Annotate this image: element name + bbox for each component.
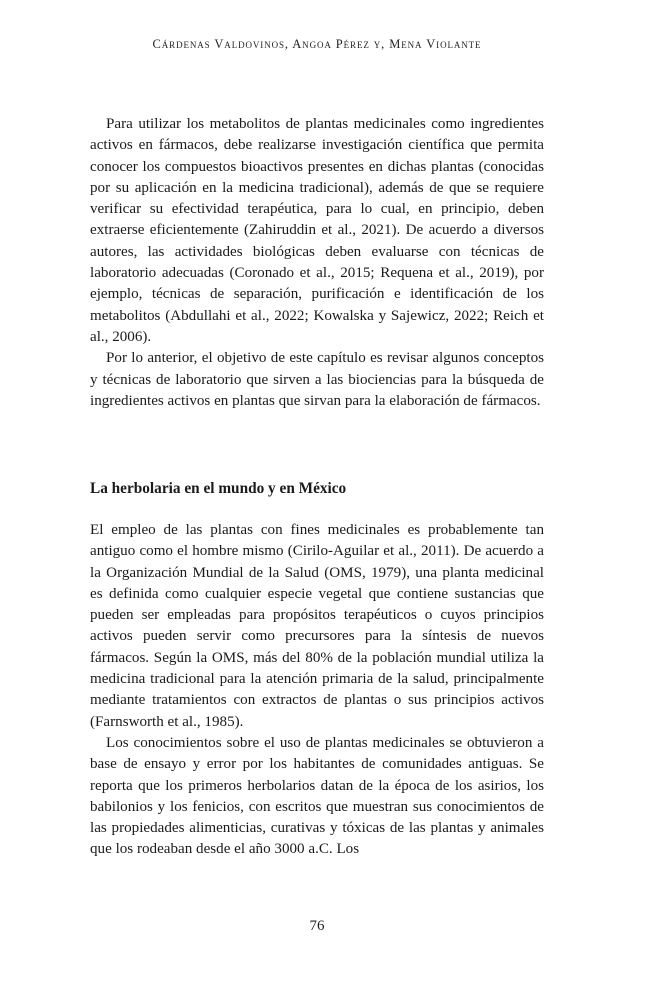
page-number: 76: [309, 918, 325, 934]
body-text-block-1: [90, 114, 544, 412]
paragraph: Para utilizar los metabolitos de plantas medicinales como ingredientes activos en fármacos, debe realizarse investigación científica que permita conocer los compuestos bioactivos presentes en dichas plantas (conocidas por su aplicación en la medicina tradicional), además de que se requiere verificar su efectividad terapéutica, para lo cual, en principio, deben extraerse eficientemente (Zahiruddin et al., 2021). De acuerdo a diversos autores, las actividades biológicas deben evaluarse con técnicas de laboratorio adecuadas (Coronado et al., 2015; Requena et al., 2019), por ejemplo, técnicas de separación, purificación e identificación de los metabolitos (Abdullahi et al., 2022; Kowalska y Sajewicz, 2022; Reich et al., 2006).: [90, 116, 544, 345]
running-head: Cárdenas Valdovinos, Angoa Pérez y, Mena Violante: [152, 37, 482, 51]
paragraph: Por lo anterior, el objetivo de este capítulo es revisar algunos conceptos y técnicas de laboratorio que sirven a las biociencias para la búsqueda de ingredientes activos en plantas que sirvan para la elaboración de fármacos.: [90, 350, 544, 409]
body-text-block-2: [90, 520, 544, 861]
paragraph: Los conocimientos sobre el uso de plantas medicinales se obtuvieron a base de ensayo y error por los habitantes de comunidades antiguas. Se reporta que los primeros herbolarios datan de la época de los asirios, los babilonios y los fenicios, con escritos que muestran sus conocimientos de las propiedades alimenticias, curativas y tóxicas de las plantas y animales que los rodeaban desde el año 3000 a.C. Los: [90, 734, 544, 858]
section-heading: La herbolaria en el mundo y en México: [90, 480, 347, 497]
paragraph: El empleo de las plantas con fines medicinales es probablemente tan antiguo como el hombre mismo (Cirilo-Aguilar et al., 2011). De acuerdo a la Organización Mundial de la Salud (OMS, 1979), una planta medicinal es definida como cualquier especie vegetal que contiene sustancias que pueden ser empleadas para propósitos terapéuticos o cuyos principios activos pueden servir como precursores para la síntesis de nuevos fármacos. Según la OMS, más del 80% de la población mundial utiliza la medicina tradicional para la atención primaria de la salud, principalmente mediante tratamientos con extractos de plantas o sus principios activos (Farnsworth et al., 1985).: [90, 522, 544, 730]
